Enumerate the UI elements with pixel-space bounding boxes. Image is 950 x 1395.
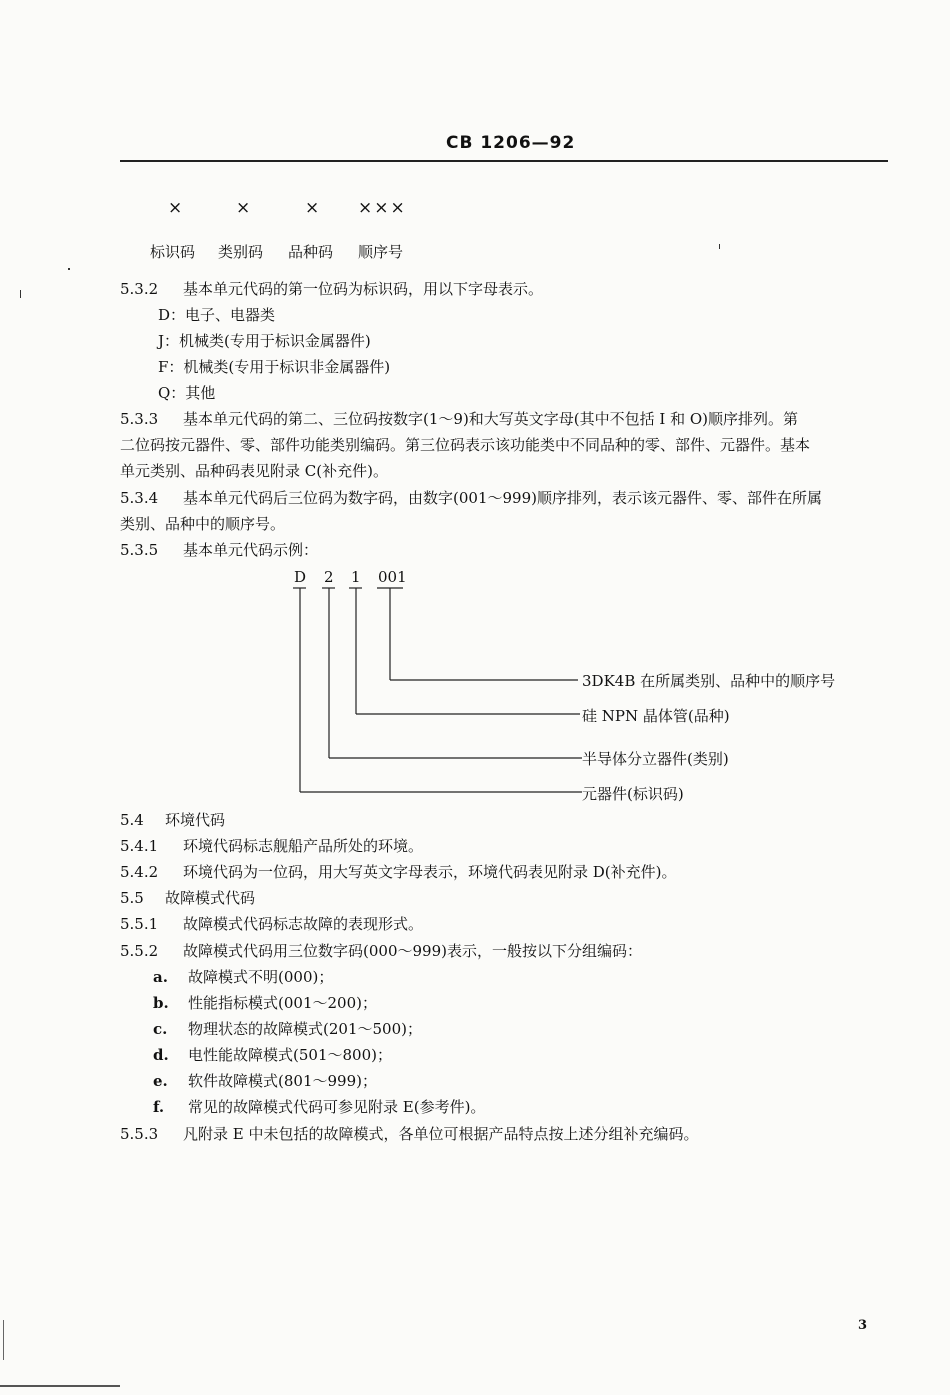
cross-2: × <box>236 198 251 218</box>
scan-edge <box>0 1385 120 1387</box>
sec-5-3-3-line1: 基本单元代码的第二、三位码按数字(1～9)和大写英文字母(其中不包括 I 和 O)顺序排列。第 <box>183 410 799 428</box>
annotation-category: 半导体分立器件(类别) <box>582 750 729 768</box>
sec-5-4-1-num: 5.4.1 <box>120 837 159 855</box>
list-item: 性能指标模式(001～200)； <box>188 994 377 1012</box>
sec-5-4-2-num: 5.4.2 <box>120 863 159 881</box>
example-code-variety: 1 <box>351 568 361 586</box>
sec-5-5-title: 故障模式代码 <box>165 889 256 907</box>
list-item: 物理状态的故障模式(201～500)； <box>188 1020 422 1038</box>
sec-5-3-5-num: 5.3.5 <box>120 541 159 559</box>
sec-5-3-3-line3: 单元类别、品种码表见附录 C(补充件)。 <box>120 462 388 480</box>
example-code-category: 2 <box>324 568 334 586</box>
sec-5-5-2-text: 故障模式代码用三位数字码(000～999)表示，一般按以下分组编码： <box>183 942 642 960</box>
annotation-variety: 硅 NPN 晶体管(品种) <box>582 707 730 725</box>
scan-speck <box>719 244 720 249</box>
sec-5-4-num: 5.4 <box>120 811 144 829</box>
label-sequence: 顺序号 <box>358 243 404 261</box>
list-item: F：机械类(专用于标识非金属器件) <box>158 358 391 376</box>
list-item: 电性能故障模式(501～800)； <box>188 1046 392 1064</box>
page-number: 3 <box>858 1318 868 1333</box>
sec-5-5-3-num: 5.5.3 <box>120 1125 159 1143</box>
sec-5-5-1-num: 5.5.1 <box>120 915 159 933</box>
standard-id: CB 1206—92 <box>446 133 576 153</box>
sec-5-3-4-line2: 类别、品种中的顺序号。 <box>120 515 286 533</box>
label-category: 类别码 <box>218 243 264 261</box>
sec-5-3-3-num: 5.3.3 <box>120 410 159 428</box>
scan-speck <box>68 268 70 270</box>
sec-5-5-1-text: 故障模式代码标志故障的表现形式。 <box>183 915 424 933</box>
list-item: 软件故障模式(801～999)； <box>188 1072 377 1090</box>
sec-5-3-4-line1: 基本单元代码后三位码为数字码，由数字(001～999)顺序排列，表示该元器件、零、部件在所属 <box>183 489 822 507</box>
list-item: 常见的故障模式代码可参见附录 E(参考件)。 <box>188 1098 486 1116</box>
item-letter: a. <box>153 968 168 986</box>
label-variety: 品种码 <box>288 243 334 261</box>
list-item: 故障模式不明(000)； <box>188 968 334 986</box>
sec-5-3-4-num: 5.3.4 <box>120 489 159 507</box>
item-letter: c. <box>153 1020 168 1038</box>
sec-5-5-3-text: 凡附录 E 中未包括的故障模式，各单位可根据产品特点按上述分组补充编码。 <box>183 1125 699 1143</box>
scan-edge <box>3 1320 4 1360</box>
list-item: D：电子、电器类 <box>158 306 276 324</box>
cross-1: × <box>168 198 183 218</box>
scan-speck <box>20 290 21 298</box>
sec-5-3-2-text: 基本单元代码的第一位码为标识码，用以下字母表示。 <box>183 280 544 298</box>
example-code-sequence: 001 <box>378 568 407 586</box>
sec-5-4-title: 环境代码 <box>165 811 226 829</box>
item-letter: d. <box>153 1046 169 1064</box>
list-item: Q：其他 <box>158 384 216 402</box>
sec-5-5-num: 5.5 <box>120 889 144 907</box>
sec-5-4-2-text: 环境代码为一位码，用大写英文字母表示，环境代码表见附录 D(补充件)。 <box>183 863 677 881</box>
example-code-identifier: D <box>294 568 307 586</box>
list-item: J：机械类(专用于标识金属器件) <box>158 332 371 350</box>
annotation-identifier: 元器件(标识码) <box>582 785 684 803</box>
sec-5-3-2-num: 5.3.2 <box>120 280 159 298</box>
item-letter: f. <box>153 1098 165 1116</box>
annotation-sequence: 3DK4B 在所属类别、品种中的顺序号 <box>582 672 836 690</box>
item-letter: b. <box>153 994 169 1012</box>
sec-5-4-1-text: 环境代码标志舰船产品所处的环境。 <box>183 837 424 855</box>
item-letter: e. <box>153 1072 168 1090</box>
label-identifier: 标识码 <box>150 243 196 261</box>
cross-3: × <box>305 198 320 218</box>
sec-5-3-5-text: 基本单元代码示例： <box>183 541 319 559</box>
cross-4: ××× <box>358 198 407 218</box>
sec-5-3-3-line2: 二位码按元器件、零、部件功能类别编码。第三位码表示该功能类中不同品种的零、部件、元器件。基本 <box>120 436 811 454</box>
sec-5-5-2-num: 5.5.2 <box>120 942 159 960</box>
